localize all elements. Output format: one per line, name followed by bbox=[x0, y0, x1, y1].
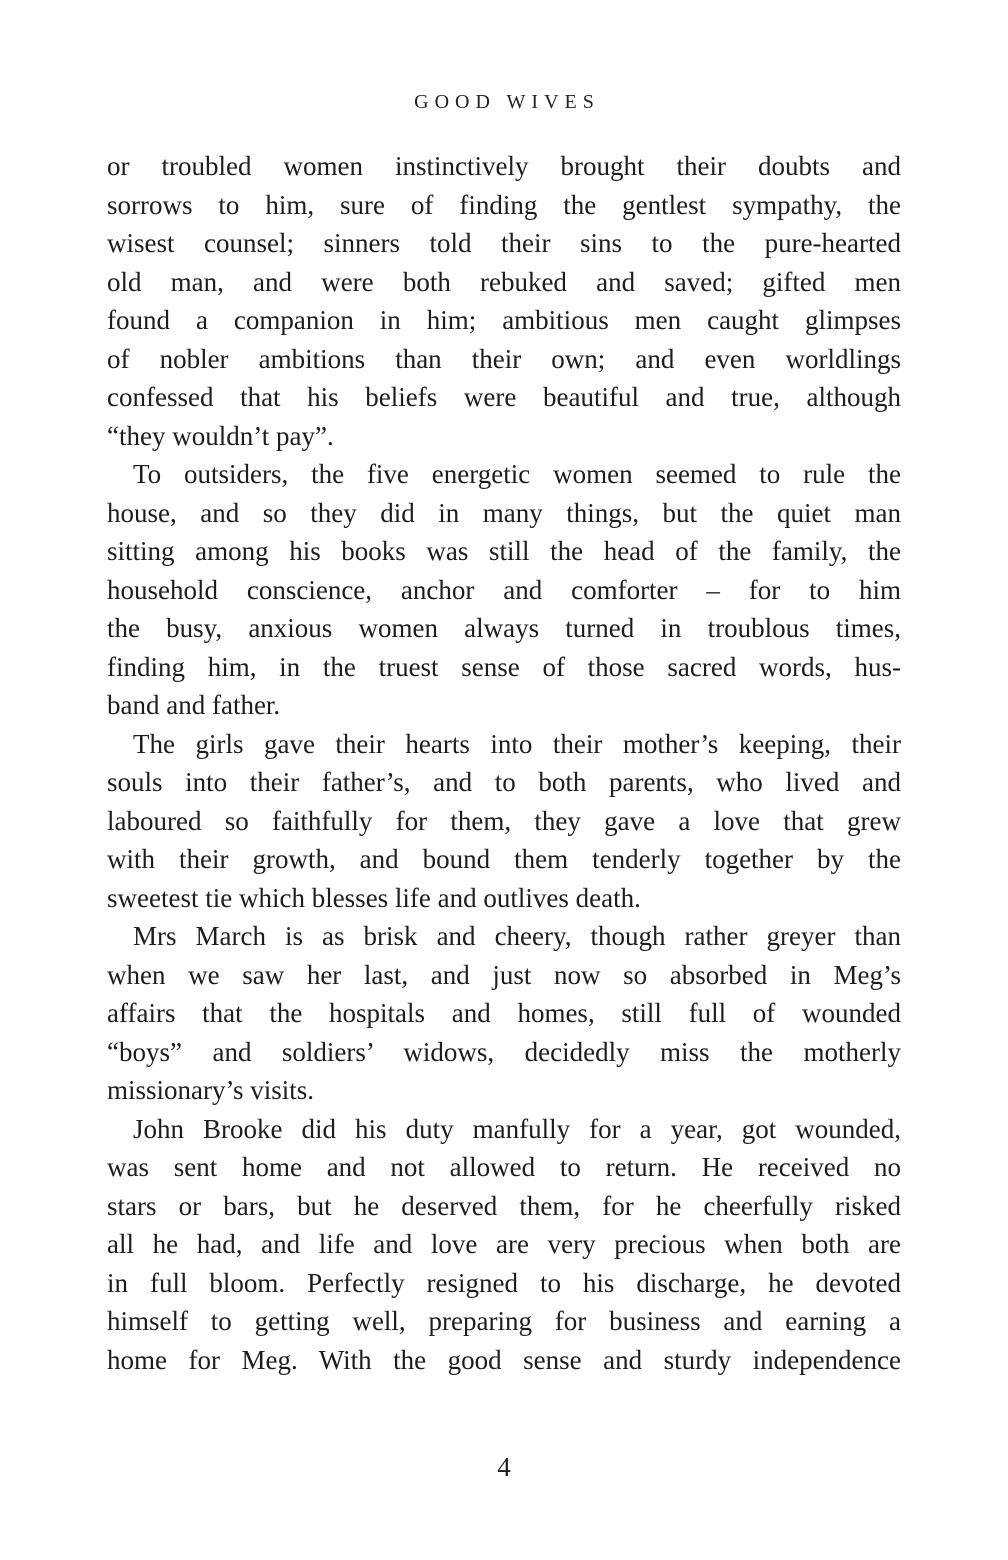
text-line: missionary’s visits. bbox=[107, 1075, 315, 1105]
text-line: in full bloom. Perfectly resigned to his discharge, he devoted bbox=[107, 1267, 901, 1298]
text-line: wisest counsel; sinners told their sins to the pure-hearted bbox=[107, 228, 901, 258]
text-line: all he had, and life and love are very precious when both are bbox=[107, 1229, 901, 1259]
text-line: finding him, in the truest sense of those sacred words, hus- bbox=[107, 651, 901, 682]
text-line: when we saw her last, and just now so absorbed in Meg’s bbox=[107, 959, 901, 990]
text-line: house, and so they did in many things, but the quiet man bbox=[107, 497, 901, 528]
text-line: confessed that his beliefs were beautiful and true, although bbox=[107, 382, 901, 412]
text-line: household conscience, anchor and comforter – for to him bbox=[107, 574, 901, 605]
text-line: stars or bars, but he deserved them, for he cheerfully risked bbox=[107, 1190, 901, 1221]
text-line: sweetest tie which blesses life and outlives death. bbox=[107, 882, 641, 913]
paragraph bbox=[107, 455, 901, 725]
text-line: was sent home and not allowed to return. He received no bbox=[107, 1152, 901, 1182]
text-line: the busy, anxious women always turned in troublous times, bbox=[107, 613, 901, 643]
page-body bbox=[107, 147, 901, 1379]
paragraph bbox=[107, 147, 901, 455]
text-line: Mrs March is as brisk and cheery, though rather greyer than bbox=[133, 921, 901, 951]
page-number: 4 bbox=[497, 1452, 511, 1482]
text-line: laboured so faithfully for them, they gave a love that grew bbox=[107, 805, 901, 836]
text-line: home for Meg. With the good sense and sturdy independence bbox=[107, 1344, 901, 1375]
text-line: “they wouldn’t pay”. bbox=[107, 420, 334, 451]
text-line: found a companion in him; ambitious men caught glimpses bbox=[107, 305, 901, 335]
text-line: old man, and were both rebuked and saved; gifted men bbox=[107, 266, 901, 297]
paragraph bbox=[107, 725, 901, 918]
paragraph bbox=[107, 1110, 901, 1380]
text-line: souls into their father’s, and to both parents, who lived and bbox=[107, 767, 901, 797]
text-line: affairs that the hospitals and homes, still full of wounded bbox=[107, 998, 901, 1028]
text-line: sorrows to him, sure of finding the gentlest sympathy, the bbox=[107, 189, 901, 220]
text-line: with their growth, and bound them tenderly together by the bbox=[107, 844, 901, 874]
text-line: “boys” and soldiers’ widows, decidedly miss the motherly bbox=[107, 1036, 901, 1067]
paragraph bbox=[107, 917, 901, 1110]
text-line: sitting among his books was still the head of the family, the bbox=[107, 536, 901, 566]
text-line: of nobler ambitions than their own; and even worldlings bbox=[107, 343, 901, 374]
running-header: GOOD WIVES bbox=[414, 91, 600, 113]
text-line: or troubled women instinctively brought their doubts and bbox=[107, 151, 901, 181]
text-line: band and father. bbox=[107, 690, 281, 720]
text-line: The girls gave their hearts into their mother’s keeping, their bbox=[133, 728, 901, 759]
text-line: John Brooke did his duty manfully for a year, got wounded, bbox=[133, 1113, 901, 1144]
text-line: himself to getting well, preparing for business and earning a bbox=[107, 1306, 901, 1336]
text-line: To outsiders, the five energetic women seemed to rule the bbox=[133, 459, 901, 489]
